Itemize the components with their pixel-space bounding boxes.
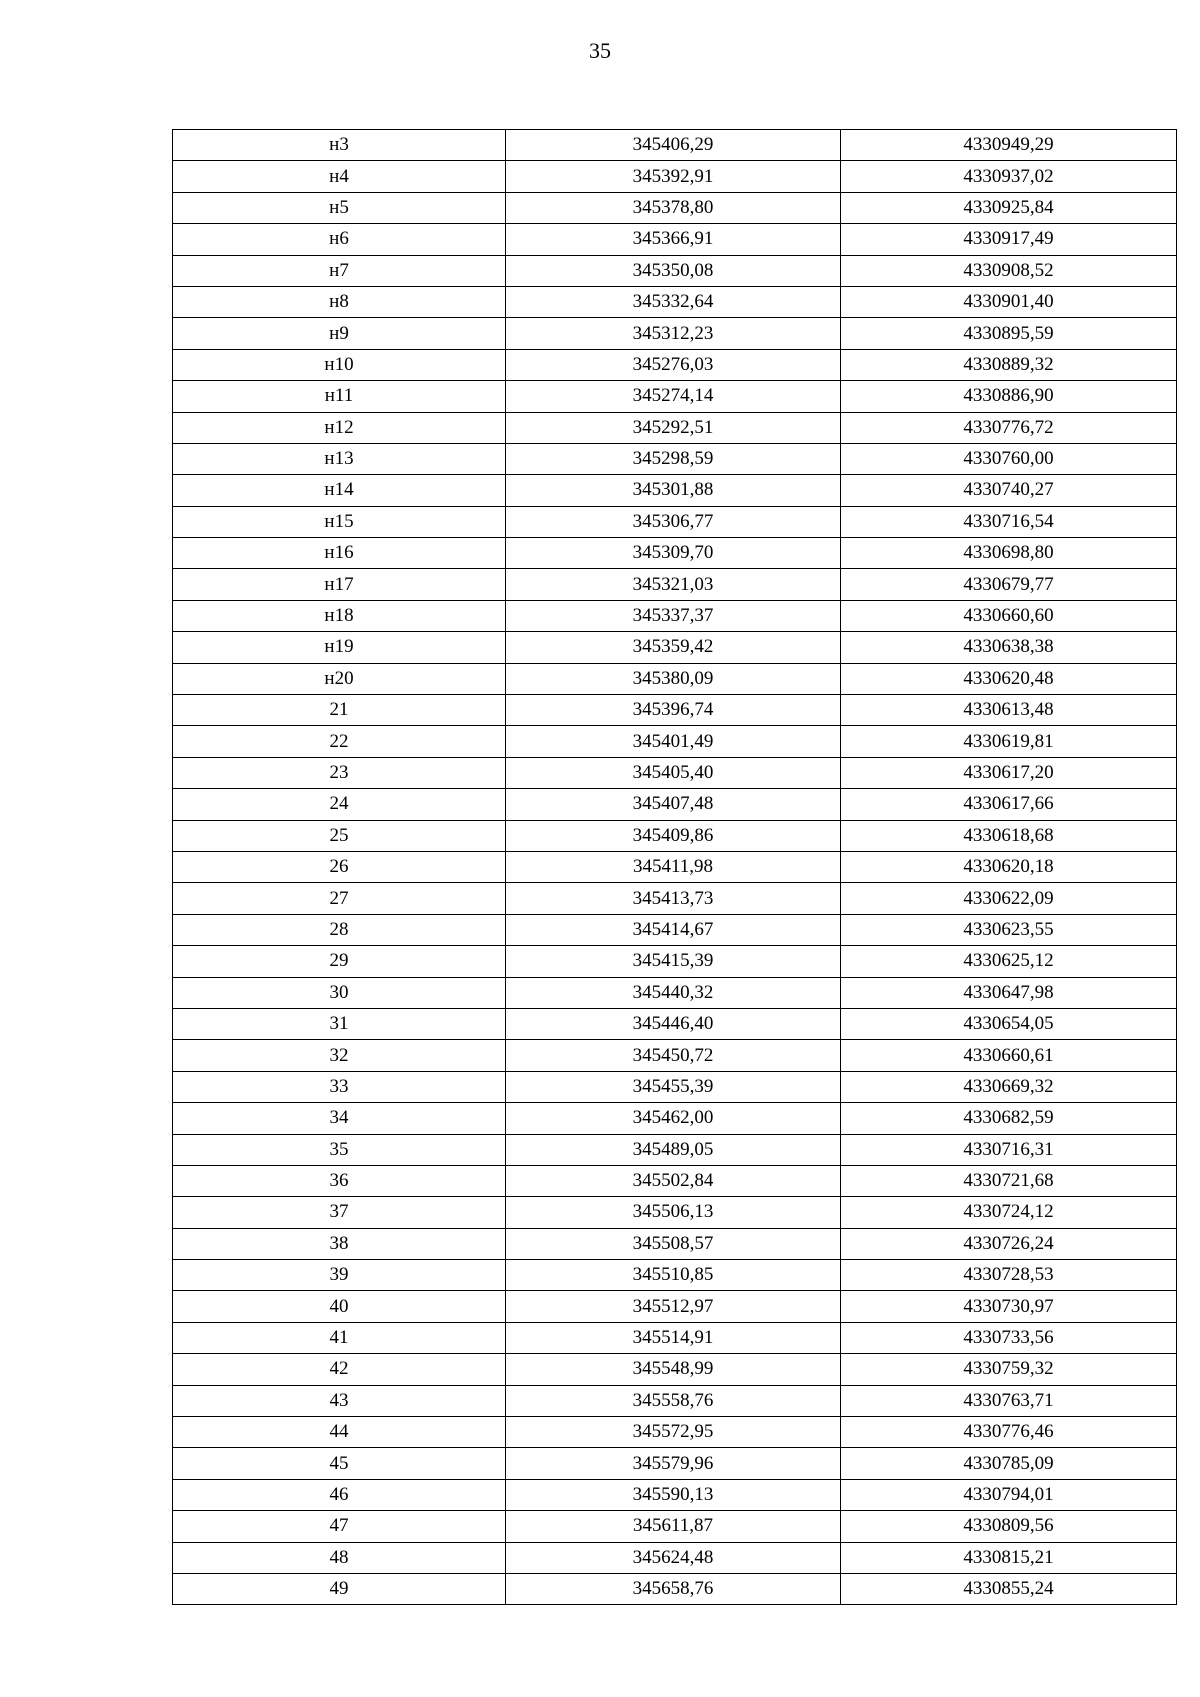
x-coordinate-cell: 345321,03	[506, 569, 841, 600]
point-number-cell: 32	[173, 1040, 506, 1071]
x-coordinate-cell: 345401,49	[506, 726, 841, 757]
y-coordinate-cell: 4330660,60	[841, 600, 1177, 631]
y-coordinate-cell: 4330895,59	[841, 318, 1177, 349]
point-number-cell: 35	[173, 1134, 506, 1165]
x-coordinate-cell: 345548,99	[506, 1354, 841, 1385]
y-coordinate-cell: 4330785,09	[841, 1448, 1177, 1479]
point-number-cell: 31	[173, 1008, 506, 1039]
y-coordinate-cell: 4330776,72	[841, 412, 1177, 443]
x-coordinate-cell: 345413,73	[506, 883, 841, 914]
table-row	[173, 632, 1177, 663]
y-coordinate-cell: 4330855,24	[841, 1573, 1177, 1604]
table-row	[173, 1197, 1177, 1228]
point-number-cell: 49	[173, 1573, 506, 1604]
x-coordinate-cell: 345658,76	[506, 1573, 841, 1604]
coordinates-table-body	[173, 130, 1177, 1605]
y-coordinate-cell: 4330809,56	[841, 1511, 1177, 1542]
point-number-cell: н5	[173, 192, 506, 223]
y-coordinate-cell: 4330794,01	[841, 1479, 1177, 1510]
point-number-cell: н4	[173, 161, 506, 192]
x-coordinate-cell: 345411,98	[506, 851, 841, 882]
point-number-cell: н7	[173, 255, 506, 286]
point-number-cell: 28	[173, 914, 506, 945]
x-coordinate-cell: 345380,09	[506, 663, 841, 694]
table-row	[173, 946, 1177, 977]
point-number-cell: 47	[173, 1511, 506, 1542]
point-number-cell: 48	[173, 1542, 506, 1573]
y-coordinate-cell: 4330949,29	[841, 130, 1177, 161]
table-row	[173, 161, 1177, 192]
table-row	[173, 883, 1177, 914]
y-coordinate-cell: 4330889,32	[841, 349, 1177, 380]
table-row	[173, 1417, 1177, 1448]
point-number-cell: 36	[173, 1165, 506, 1196]
x-coordinate-cell: 345392,91	[506, 161, 841, 192]
y-coordinate-cell: 4330660,61	[841, 1040, 1177, 1071]
x-coordinate-cell: 345332,64	[506, 286, 841, 317]
y-coordinate-cell: 4330726,24	[841, 1228, 1177, 1259]
y-coordinate-cell: 4330721,68	[841, 1165, 1177, 1196]
y-coordinate-cell: 4330620,18	[841, 851, 1177, 882]
x-coordinate-cell: 345502,84	[506, 1165, 841, 1196]
y-coordinate-cell: 4330698,80	[841, 538, 1177, 569]
point-number-cell: н12	[173, 412, 506, 443]
y-coordinate-cell: 4330679,77	[841, 569, 1177, 600]
x-coordinate-cell: 345298,59	[506, 443, 841, 474]
point-number-cell: н9	[173, 318, 506, 349]
table-row	[173, 977, 1177, 1008]
x-coordinate-cell: 345572,95	[506, 1417, 841, 1448]
x-coordinate-cell: 345510,85	[506, 1260, 841, 1291]
x-coordinate-cell: 345350,08	[506, 255, 841, 286]
x-coordinate-cell: 345405,40	[506, 757, 841, 788]
x-coordinate-cell: 345558,76	[506, 1385, 841, 1416]
table-row	[173, 1134, 1177, 1165]
point-number-cell: 42	[173, 1354, 506, 1385]
point-number-cell: н10	[173, 349, 506, 380]
point-number-cell: 41	[173, 1322, 506, 1353]
point-number-cell: 33	[173, 1071, 506, 1102]
y-coordinate-cell: 4330622,09	[841, 883, 1177, 914]
table-row	[173, 600, 1177, 631]
point-number-cell: 43	[173, 1385, 506, 1416]
y-coordinate-cell: 4330617,20	[841, 757, 1177, 788]
y-coordinate-cell: 4330619,81	[841, 726, 1177, 757]
page-number: 35	[589, 38, 611, 63]
point-number-cell: 46	[173, 1479, 506, 1510]
point-number-cell: н3	[173, 130, 506, 161]
x-coordinate-cell: 345611,87	[506, 1511, 841, 1542]
table-row	[173, 757, 1177, 788]
point-number-cell: 24	[173, 789, 506, 820]
x-coordinate-cell: 345359,42	[506, 632, 841, 663]
y-coordinate-cell: 4330623,55	[841, 914, 1177, 945]
table-row	[173, 1260, 1177, 1291]
table-row	[173, 286, 1177, 317]
table-row	[173, 381, 1177, 412]
table-row	[173, 1040, 1177, 1071]
x-coordinate-cell: 345512,97	[506, 1291, 841, 1322]
y-coordinate-cell: 4330728,53	[841, 1260, 1177, 1291]
point-number-cell: 40	[173, 1291, 506, 1322]
point-number-cell: 34	[173, 1103, 506, 1134]
table-row	[173, 318, 1177, 349]
x-coordinate-cell: 345624,48	[506, 1542, 841, 1573]
point-number-cell: 29	[173, 946, 506, 977]
x-coordinate-cell: 345274,14	[506, 381, 841, 412]
x-coordinate-cell: 345406,29	[506, 130, 841, 161]
point-number-cell: н16	[173, 538, 506, 569]
x-coordinate-cell: 345378,80	[506, 192, 841, 223]
table-row	[173, 130, 1177, 161]
table-row	[173, 224, 1177, 255]
table-row	[173, 349, 1177, 380]
y-coordinate-cell: 4330654,05	[841, 1008, 1177, 1039]
table-row	[173, 1071, 1177, 1102]
table-row	[173, 1228, 1177, 1259]
point-number-cell: 37	[173, 1197, 506, 1228]
x-coordinate-cell: 345514,91	[506, 1322, 841, 1353]
y-coordinate-cell: 4330730,97	[841, 1291, 1177, 1322]
table-row	[173, 851, 1177, 882]
x-coordinate-cell: 345306,77	[506, 506, 841, 537]
table-row	[173, 506, 1177, 537]
x-coordinate-cell: 345414,67	[506, 914, 841, 945]
x-coordinate-cell: 345450,72	[506, 1040, 841, 1071]
x-coordinate-cell: 345415,39	[506, 946, 841, 977]
table-row	[173, 255, 1177, 286]
y-coordinate-cell: 4330724,12	[841, 1197, 1177, 1228]
y-coordinate-cell: 4330716,31	[841, 1134, 1177, 1165]
y-coordinate-cell: 4330638,38	[841, 632, 1177, 663]
x-coordinate-cell: 345455,39	[506, 1071, 841, 1102]
y-coordinate-cell: 4330759,32	[841, 1354, 1177, 1385]
y-coordinate-cell: 4330618,68	[841, 820, 1177, 851]
y-coordinate-cell: 4330617,66	[841, 789, 1177, 820]
x-coordinate-cell: 345309,70	[506, 538, 841, 569]
x-coordinate-cell: 345337,37	[506, 600, 841, 631]
table-row	[173, 1354, 1177, 1385]
point-number-cell: н13	[173, 443, 506, 474]
table-row	[173, 789, 1177, 820]
table-row	[173, 1103, 1177, 1134]
table-row	[173, 1542, 1177, 1573]
y-coordinate-cell: 4330613,48	[841, 695, 1177, 726]
x-coordinate-cell: 345579,96	[506, 1448, 841, 1479]
point-number-cell: н17	[173, 569, 506, 600]
point-number-cell: 26	[173, 851, 506, 882]
table-row	[173, 914, 1177, 945]
point-number-cell: н8	[173, 286, 506, 317]
y-coordinate-cell: 4330917,49	[841, 224, 1177, 255]
y-coordinate-cell: 4330908,52	[841, 255, 1177, 286]
table-row	[173, 1573, 1177, 1604]
x-coordinate-cell: 345276,03	[506, 349, 841, 380]
x-coordinate-cell: 345446,40	[506, 1008, 841, 1039]
x-coordinate-cell: 345489,05	[506, 1134, 841, 1165]
point-number-cell: 22	[173, 726, 506, 757]
x-coordinate-cell: 345590,13	[506, 1479, 841, 1510]
y-coordinate-cell: 4330620,48	[841, 663, 1177, 694]
x-coordinate-cell: 345407,48	[506, 789, 841, 820]
y-coordinate-cell: 4330886,90	[841, 381, 1177, 412]
x-coordinate-cell: 345292,51	[506, 412, 841, 443]
point-number-cell: 45	[173, 1448, 506, 1479]
x-coordinate-cell: 345312,23	[506, 318, 841, 349]
y-coordinate-cell: 4330669,32	[841, 1071, 1177, 1102]
point-number-cell: н11	[173, 381, 506, 412]
x-coordinate-cell: 345409,86	[506, 820, 841, 851]
y-coordinate-cell: 4330760,00	[841, 443, 1177, 474]
point-number-cell: н19	[173, 632, 506, 663]
table-row	[173, 192, 1177, 223]
x-coordinate-cell: 345440,32	[506, 977, 841, 1008]
table-row	[173, 1322, 1177, 1353]
point-number-cell: 27	[173, 883, 506, 914]
table-row	[173, 412, 1177, 443]
point-number-cell: 21	[173, 695, 506, 726]
y-coordinate-cell: 4330740,27	[841, 475, 1177, 506]
x-coordinate-cell: 345462,00	[506, 1103, 841, 1134]
table-row	[173, 1008, 1177, 1039]
y-coordinate-cell: 4330937,02	[841, 161, 1177, 192]
table-row	[173, 1511, 1177, 1542]
table-row	[173, 663, 1177, 694]
y-coordinate-cell: 4330625,12	[841, 946, 1177, 977]
x-coordinate-cell: 345506,13	[506, 1197, 841, 1228]
table-row	[173, 1165, 1177, 1196]
y-coordinate-cell: 4330763,71	[841, 1385, 1177, 1416]
table-row	[173, 1291, 1177, 1322]
y-coordinate-cell: 4330647,98	[841, 977, 1177, 1008]
x-coordinate-cell: 345301,88	[506, 475, 841, 506]
point-number-cell: 23	[173, 757, 506, 788]
table-row	[173, 820, 1177, 851]
point-number-cell: н14	[173, 475, 506, 506]
y-coordinate-cell: 4330901,40	[841, 286, 1177, 317]
table-row	[173, 443, 1177, 474]
y-coordinate-cell: 4330815,21	[841, 1542, 1177, 1573]
point-number-cell: 44	[173, 1417, 506, 1448]
table-row	[173, 1479, 1177, 1510]
table-row	[173, 695, 1177, 726]
point-number-cell: н20	[173, 663, 506, 694]
y-coordinate-cell: 4330716,54	[841, 506, 1177, 537]
point-number-cell: 39	[173, 1260, 506, 1291]
point-number-cell: 30	[173, 977, 506, 1008]
x-coordinate-cell: 345396,74	[506, 695, 841, 726]
table-row	[173, 1448, 1177, 1479]
point-number-cell: н15	[173, 506, 506, 537]
table-row	[173, 569, 1177, 600]
x-coordinate-cell: 345366,91	[506, 224, 841, 255]
point-number-cell: 38	[173, 1228, 506, 1259]
y-coordinate-cell: 4330776,46	[841, 1417, 1177, 1448]
point-number-cell: 25	[173, 820, 506, 851]
y-coordinate-cell: 4330925,84	[841, 192, 1177, 223]
y-coordinate-cell: 4330733,56	[841, 1322, 1177, 1353]
table-row	[173, 726, 1177, 757]
point-number-cell: н18	[173, 600, 506, 631]
y-coordinate-cell: 4330682,59	[841, 1103, 1177, 1134]
table-row	[173, 538, 1177, 569]
table-row	[173, 475, 1177, 506]
coordinates-table	[172, 129, 1177, 1605]
point-number-cell: н6	[173, 224, 506, 255]
table-row	[173, 1385, 1177, 1416]
x-coordinate-cell: 345508,57	[506, 1228, 841, 1259]
